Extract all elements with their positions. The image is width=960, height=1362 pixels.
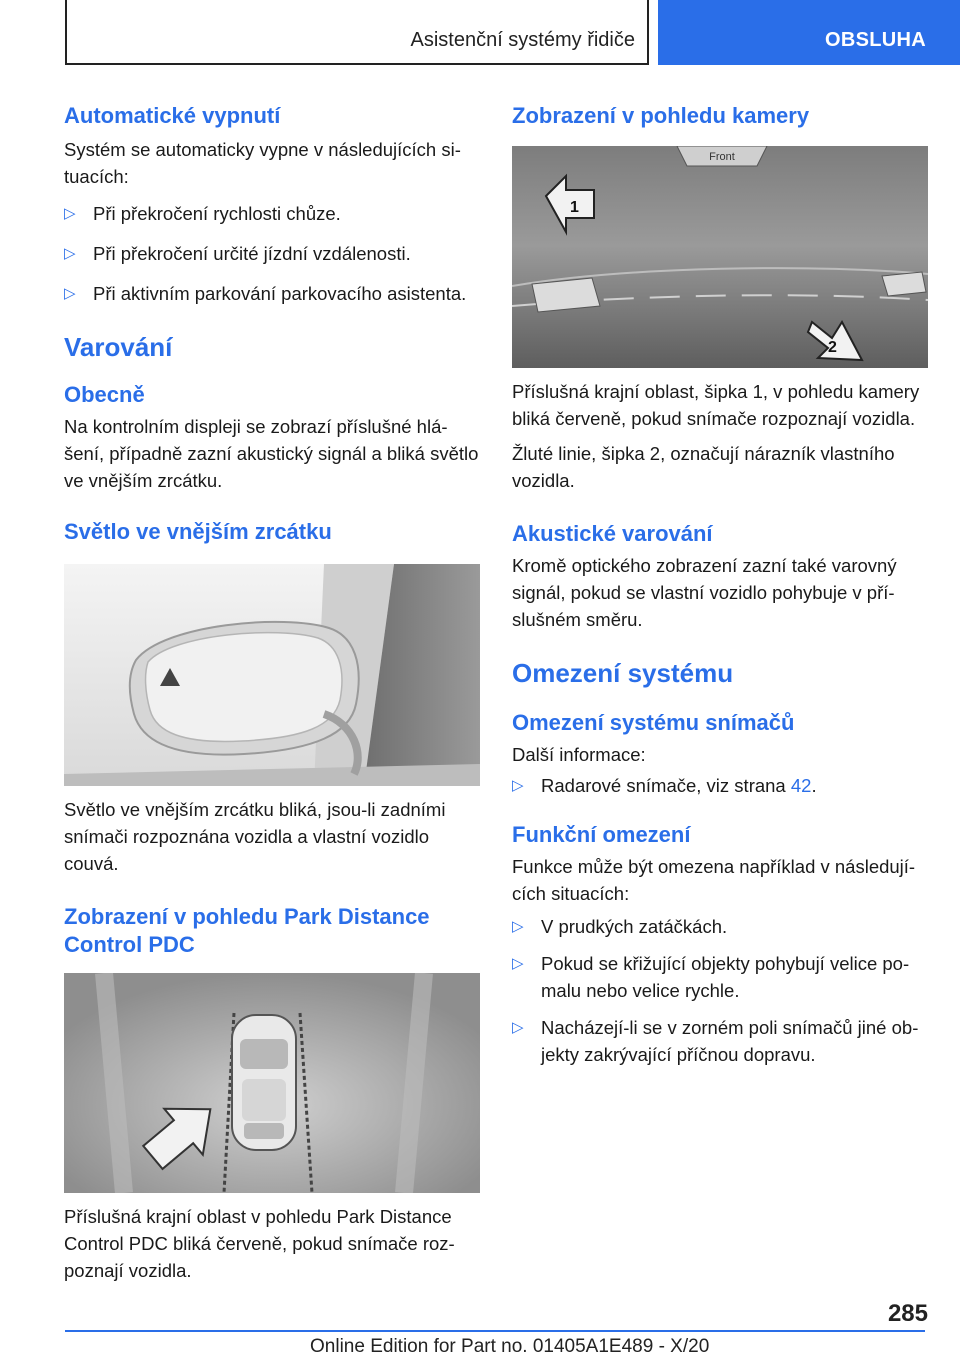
acoustic-text: Kromě optického zobrazení zazní také varovný signál, pokud se vlastní vozidlo pohybuje v pří- slušném směru. [512,555,897,630]
header-section-title: Asistenční systémy řidiče [410,29,635,51]
bullet-icon: ▷ [64,285,76,302]
general-heading: Obecně [64,382,145,407]
list-item: ▷ Při překročení určité jízdní vzdálenosti. [64,240,480,267]
sensor-limits-list [512,772,928,799]
mirror-caption: Světlo ve vnějším zrcátku bliká, jsou-li zadními snímači rozpoznána vozidla a vlastní vozidlo couvá. [64,799,446,874]
footer-edition-text: Online Edition for Part no. 01405A1E489 - X/20 [310,1336,710,1357]
mirror-light-heading: Světlo ve vnějším zrcátku [64,519,332,544]
list-item: ▷ V prudkých zatáčkách. [512,913,928,940]
bullet-icon: ▷ [64,245,76,262]
bullet-icon: ▷ [512,918,524,935]
pdc-heading: Zobrazení v pohledu Park Distance Control PDC [64,904,430,957]
arrow-1-label: 1 [570,199,579,216]
bullet-icon: ▷ [64,205,76,222]
pdc-figure [64,973,480,1193]
header-tab-label: OBSLUHA [825,29,926,51]
bullet-icon: ▷ [512,777,524,794]
limits-heading: Omezení systému [512,658,734,688]
arrow-2-label: 2 [828,339,837,356]
list-item: ▷ Nacházejí-li se v zorném poli snímačů jiné ob- jekty zakrývající příčnou dopravu. [512,1014,928,1068]
front-label: Front [709,151,735,163]
left-column [64,100,480,1284]
func-limits-intro: Funkce může být omezena například v následují- cích situacích: [512,856,916,904]
pdc-illustration [64,973,480,1193]
warning-heading: Varování [64,332,173,362]
func-limits-list [512,913,928,1068]
list-item: ▷ Radarové snímače, viz strana 42. [512,772,928,799]
pdc-caption: Příslušná krajní oblast v pohledu Park Distance Control PDC bliká červeně, pokud snímače roz- poznají vozidla. [64,1206,455,1281]
camera-caption-1: Příslušná krajní oblast, šipka 1, v pohledu kamery bliká červeně, pokud snímače rozpoznají vozidla. [512,381,920,429]
footer-divider [65,1330,925,1332]
camera-heading: Zobrazení v pohledu kamery [512,103,810,128]
mirror-illustration [64,564,480,786]
page-link-42[interactable]: 42 [790,775,812,796]
camera-caption-2: Žluté linie, šipka 2, označují nárazník vlastního vozidla. [512,443,895,491]
mirror-figure [64,564,480,786]
func-limits-heading: Funkční omezení [512,822,691,847]
header-tab [658,0,960,65]
auto-off-intro: Systém se automaticky vypne v následujících si- tuacích: [64,139,461,187]
list-item: ▷ Při aktivním parkování parkovacího asistenta. [64,280,480,307]
right-column [512,100,928,1068]
page-number: 285 [887,1300,928,1327]
header-section-box [65,0,649,65]
list-item: ▷ Při překročení rychlosti chůze. [64,200,480,227]
bullet-icon: ▷ [512,955,524,972]
acoustic-heading: Akustické varování [512,521,713,546]
camera-figure [512,146,928,368]
sensor-limits-intro: Další informace: [512,744,646,765]
auto-off-heading: Automatické vypnutí [64,103,281,128]
list-item: ▷ Pokud se křižující objekty pohybují velice po- malu nebo velice rychle. [512,950,928,1004]
camera-illustration [512,146,928,368]
sensor-limits-heading: Omezení systému snímačů [512,710,795,735]
bullet-icon: ▷ [512,1019,524,1036]
auto-off-list [64,200,480,307]
general-text: Na kontrolním displeji se zobrazí příslušné hlá- šení, případně zazní akustický signál a bliká světlo ve vnějším zrcátku. [64,416,479,491]
